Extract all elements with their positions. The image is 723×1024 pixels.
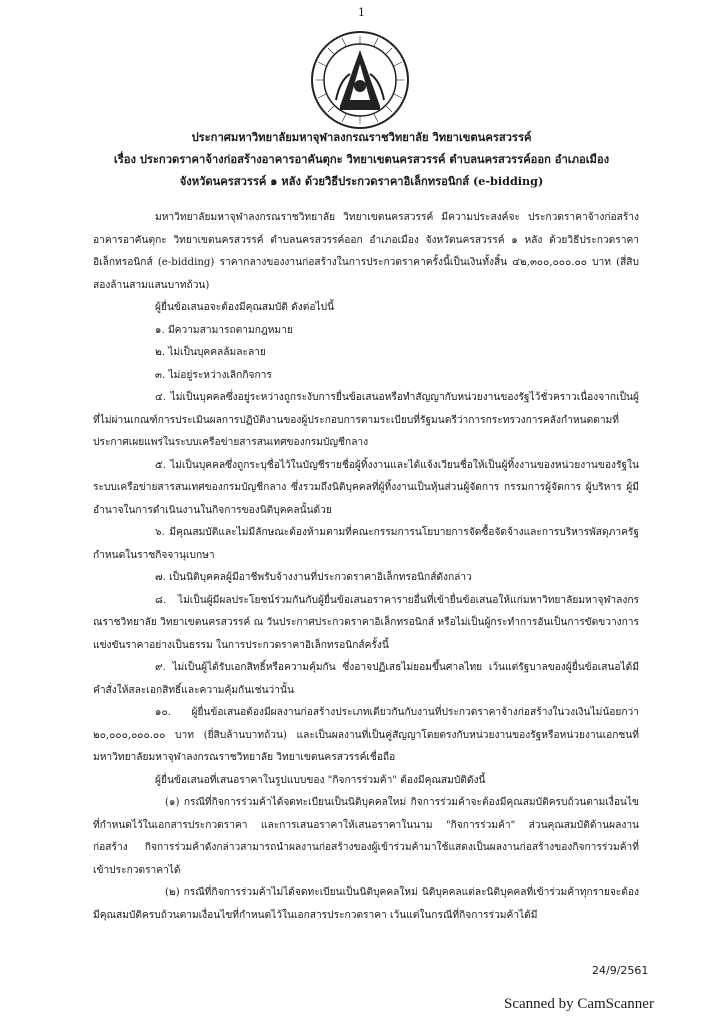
body-paragraph: ๖. มีคุณสมบัติและไม่มีลักษณะต้องห้ามตามที่คณะกรรมการนโยบายการจัดซื้อจัดจ้างและการบริหารพัสดุภาครัฐกำหนดในราชกิจจานุเบกษา xyxy=(93,527,639,561)
page-number: 1 xyxy=(358,6,365,19)
body-paragraph: (๑) กรณีที่กิจการร่วมค้าได้จดทะเบียนเป็นนิติบุคคลใหม่ กิจการร่วมค้าจะต้องมีคุณสมบัติครบถ้วนตามเงื่อนไขที่กำหนดไว้ในเอกสารประกวดราคา และการเสนอราคาให้เสนอราคาในนาม "กิจการร่วมค้า" ส่วนคุณสมบัติด้านผลงานก่อสร้าง กิจการร่วมค้าดังกล่าวสามารถนำผลงานก่อสร้างของผู้เข้าร่วมค้ามาใช้แสดงเป็นผลงานก่อสร้างของกิจการร่วมค้าที่เข้าประกวดราคาได้ xyxy=(93,797,639,876)
body-paragraph: (๒) กรณีที่กิจการร่วมค้าไม่ได้จดทะเบียนเป็นนิติบุคคลใหม่ นิติบุคคลแต่ละนิติบุคคลที่เข้าร่วมค้าทุกรายจะต้องมีคุณสมบัติครบถ้วนตามเงื่อนไขที่กำหนดไว้ในเอกสารประกวดราคา เว้นแต่ในกรณีที่กิจการร่วมค้าได้มี xyxy=(93,887,639,921)
body-paragraph: ๓. ไม่อยู่ระหว่างเลิกกิจการ xyxy=(155,369,272,381)
body-paragraph: มหาวิทยาลัยมหาจุฬาลงกรณราชวิทยาลัย วิทยาเขตนครสวรรค์ มีความประสงค์จะ ประกวดราคาจ้างก่อสร้างอาคารอาคันตุกะ วิทยาเขตนครสวรรค์ ตำบลนครสวรรค์ออก อำเภอเมือง จังหวัดนครสวรรค์ ๑ หลัง ด้วยวิธีประกวดราคาอิเล็กทรอนิกส์ (e-bidding) ราคากลางของงานก่อสร้างในการประกวดราคาครั้งนี้เป็นเงินทั้งสิ้น ๔๒,๓๐๐,๐๐๐.๐๐ บาท (สี่สิบสองล้านสามแสนบาทถ้วน) xyxy=(93,212,639,291)
body-paragraph: ๑๐. ผู้ยื่นข้อเสนอต้องมีผลงานก่อสร้างประเภทเดียวกันกับงานที่ประกวดราคาจ้างก่อสร้างในวงเงินไม่น้อยกว่า ๒๐,๐๐๐,๐๐๐.๐๐ บาท (ยี่สิบล้านบาทถ้วน) และเป็นผลงานที่เป็นคู่สัญญาโดยตรงกับหน่วยงานของรัฐหรือหน่วยงานเอกชนที่มหาวิทยาลัยมหาจุฬาลงกรณราชวิทยาลัย วิทยาเขตนครสวรรค์เชื่อถือ xyxy=(93,707,639,763)
body-paragraph: ผู้ยื่นข้อเสนอที่เสนอราคาในรูปแบบของ "กิจการร่วมค้า" ต้องมีคุณสมบัติดังนี้ xyxy=(155,774,486,786)
body-paragraph: ๘. ไม่เป็นผู้มีผลประโยชน์ร่วมกันกับผู้ยื่นข้อเสนอราคารายอื่นที่เข้ายื่นข้อเสนอให้แก่มหาวิทยาลัยมหาจุฬาลงกรณราชวิทยาลัย วิทยาเขตนครสวรรค์ ณ วันประกาศประกวดราคาอิเล็กทรอนิกส์ หรือไม่เป็นผู้กระทำการอันเป็นการขัดขวางการแข่งขันราคาอย่างเป็นธรรม ในการประกวดราคาอิเล็กทรอนิกส์ครั้งนี้ xyxy=(93,594,639,651)
body-paragraph: ๑. มีความสามารถตามกฎหมาย xyxy=(155,324,293,336)
title-line-2: เรื่อง ประกวดราคาจ้างก่อสร้างอาคารอาคันตุกะ วิทยาเขตนครสวรรค์ ตำบลนครสวรรค์ออก อำเภอเมือง xyxy=(113,152,610,166)
scanner-watermark: Scanned by CamScanner xyxy=(504,996,654,1012)
body-paragraph: ๙. ไม่เป็นผู้ได้รับเอกสิทธิ์หรือความคุ้มกัน ซึ่งอาจปฏิเสธไม่ยอมขึ้นศาลไทย เว้นแต่รัฐบาลของผู้ยื่นข้อเสนอได้มีคำสั่งให้สละเอกสิทธิ์และความคุ้มกันเช่นว่านั้น xyxy=(93,662,639,696)
body-paragraph: ๔. ไม่เป็นบุคคลซึ่งอยู่ระหว่างถูกระงับการยื่นข้อเสนอหรือทำสัญญากับหน่วยงานของรัฐไว้ชั่วคราวเนื่องจากเป็นผู้ที่ไม่ผ่านเกณฑ์การประเมินผลการปฏิบัติงานของผู้ประกอบการตามระเบียบที่รัฐมนตรีว่าการกระทรวงการคลังกำหนดตามที่ประกาศเผยแพร่ในระบบเครือข่ายสารสนเทศของกรมบัญชีกลาง xyxy=(93,392,639,448)
university-seal-icon xyxy=(310,30,410,130)
body-paragraph: ผู้ยื่นข้อเสนอจะต้องมีคุณสมบัติ ดังต่อไปนี้ xyxy=(155,302,335,313)
body-paragraph: ๕. ไม่เป็นบุคคลซึ่งถูกระบุชื่อไว้ในบัญชีรายชื่อผู้ทิ้งงานและได้แจ้งเวียนชื่อให้เป็นผู้ทิ้งงานของหน่วยงานของรัฐในระบบเครือข่ายสารสนเทศของกรมบัญชีกลาง ซึ่งรวมถึงนิติบุคคลที่ผู้ทิ้งงานเป็นหุ้นส่วนผู้จัดการ กรรมการผู้จัดการ ผู้บริหาร ผู้มีอำนาจในการดำเนินงานในกิจการของนิติบุคคลนั้นด้วย xyxy=(93,459,639,516)
body-paragraph: ๗. เป็นนิติบุคคลผู้มีอาชีพรับจ้างงานที่ประกวดราคาอิเล็กทรอนิกส์ดังกล่าว xyxy=(155,572,472,583)
announcement-body xyxy=(93,207,639,927)
title-line-1: ประกาศมหาวิทยาลัยมหาจุฬาลงกรณราชวิทยาลัย วิทยาเขตนครสวรรค์ xyxy=(191,130,532,144)
announcement-title xyxy=(40,126,683,192)
document-date: 24/9/2561 xyxy=(592,964,649,977)
title-line-3: จังหวัดนครสวรรค์ ๑ หลัง ด้วยวิธีประกวดราคาอิเล็กทรอนิกส์ (e-bidding) xyxy=(179,174,544,188)
body-paragraph: ๒. ไม่เป็นบุคคลล้มละลาย xyxy=(155,347,266,358)
